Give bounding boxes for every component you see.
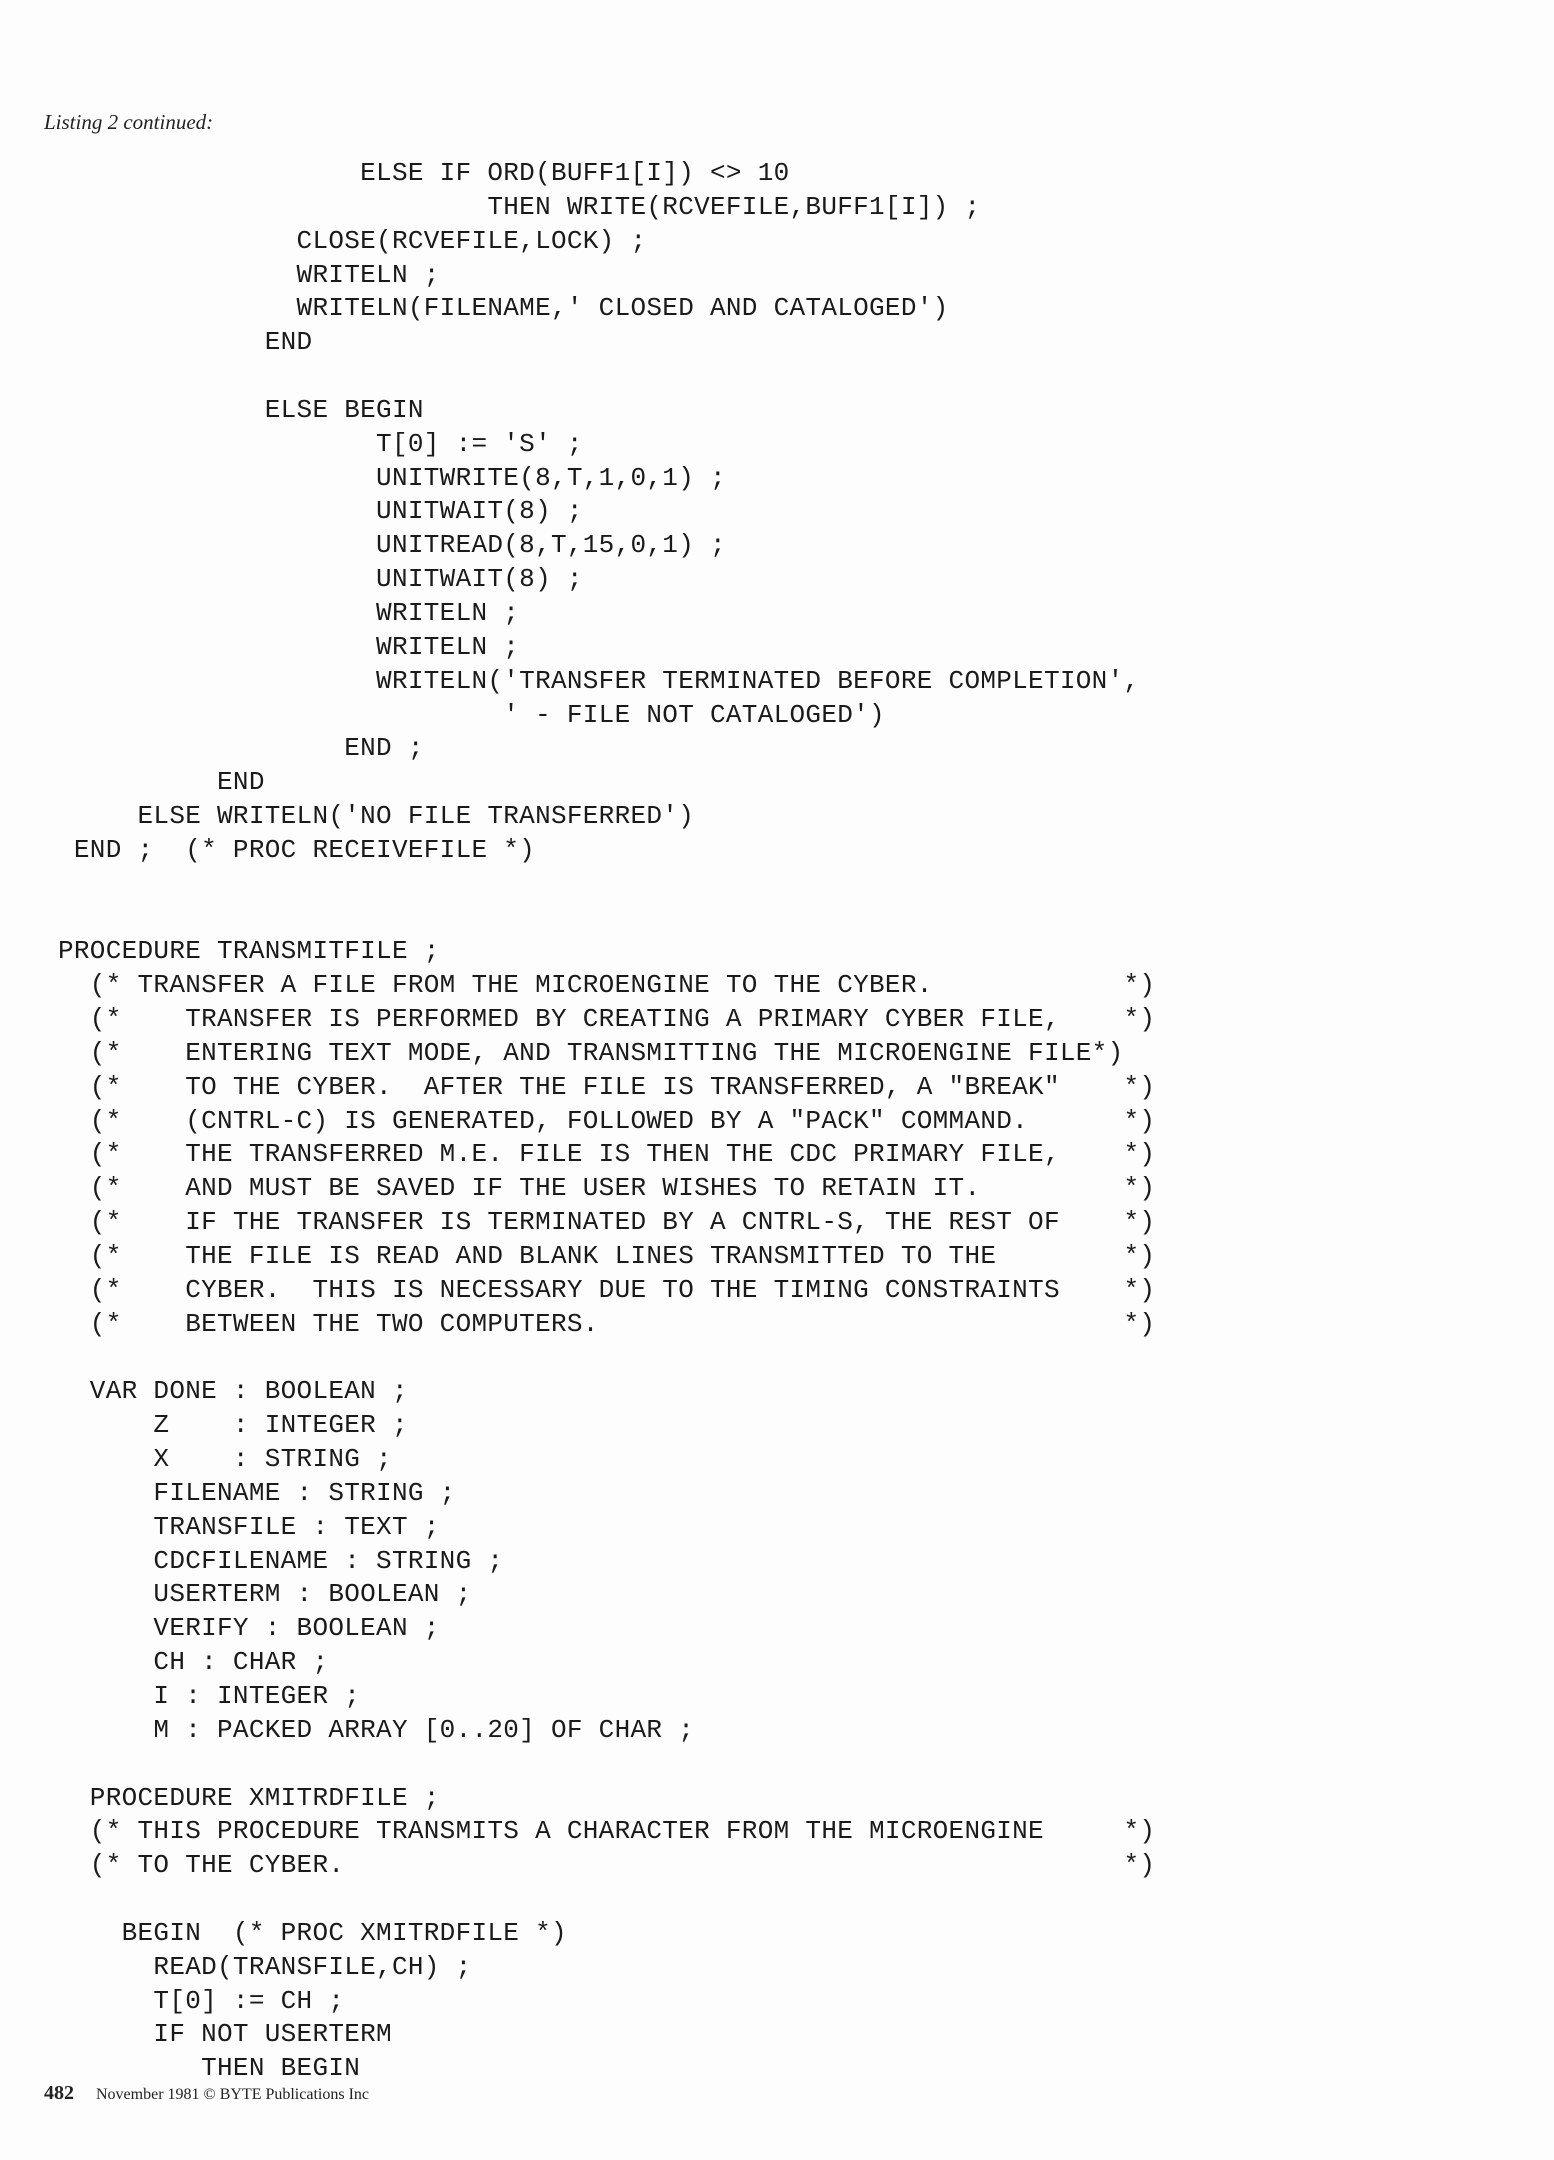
code-line: T[0] := 'S' ; bbox=[58, 428, 583, 459]
code-line: CH : CHAR ; bbox=[58, 1647, 329, 1678]
code-line: THEN WRITE(RCVEFILE,BUFF1[I]) ; bbox=[58, 191, 981, 222]
code-line: THEN BEGIN bbox=[58, 2053, 361, 2084]
code-line: (* THE FILE IS READ AND BLANK LINES TRANSMITTED TO THE *) bbox=[58, 1241, 1156, 1271]
code-line: TRANSFILE : TEXT ; bbox=[58, 1511, 440, 1542]
code-line: (* (CNTRL-C) IS GENERATED, FOLLOWED BY A "PACK" COMMAND. *) bbox=[58, 1105, 1156, 1136]
code-line: I : INTEGER ; bbox=[58, 1680, 361, 1711]
code-line bbox=[58, 902, 1518, 936]
code-line: PROCEDURE TRANSMITFILE ; bbox=[58, 936, 440, 967]
code-line: ELSE WRITELN('NO FILE TRANSFERRED') bbox=[58, 801, 695, 832]
code-line: END bbox=[58, 767, 265, 798]
code-listing bbox=[58, 157, 1518, 2086]
code-line bbox=[58, 868, 1518, 902]
code-line: (* TO THE CYBER. *) bbox=[58, 1850, 1156, 1881]
code-line: X : STRING ; bbox=[58, 1444, 392, 1475]
code-line: T[0] := CH ; bbox=[58, 1985, 345, 2016]
code-line bbox=[58, 1883, 1518, 1917]
code-line: WRITELN ; bbox=[58, 259, 440, 290]
code-line: FILENAME : STRING ; bbox=[58, 1477, 456, 1508]
code-line: END bbox=[58, 327, 313, 358]
code-line: (* TO THE CYBER. AFTER THE FILE IS TRANSFERRED, A "BREAK" *) bbox=[58, 1071, 1156, 1102]
publication-imprint: November 1981 © BYTE Publications Inc bbox=[96, 2086, 369, 2103]
code-line: UNITWRITE(8,T,1,0,1) ; bbox=[58, 462, 726, 493]
code-line: UNITWAIT(8) ; bbox=[58, 496, 583, 527]
code-line: (* ENTERING TEXT MODE, AND TRANSMITTING THE MICROENGINE FILE*) bbox=[58, 1037, 1124, 1068]
code-line: WRITELN ; bbox=[58, 631, 520, 662]
code-line bbox=[58, 360, 1518, 394]
code-line: WRITELN ; bbox=[58, 597, 520, 628]
page-number: 482 bbox=[44, 2082, 74, 2104]
code-line: (* THIS PROCEDURE TRANSMITS A CHARACTER FROM THE MICROENGINE *) bbox=[58, 1816, 1156, 1847]
code-line: UNITREAD(8,T,15,0,1) ; bbox=[58, 530, 726, 561]
code-line: CLOSE(RCVEFILE,LOCK) ; bbox=[58, 225, 647, 256]
code-line: WRITELN(FILENAME,' CLOSED AND CATALOGED') bbox=[58, 293, 949, 324]
code-line: END ; (* PROC RECEIVEFILE *) bbox=[58, 834, 536, 865]
code-line: (* IF THE TRANSFER IS TERMINATED BY A CNTRL-S, THE REST OF *) bbox=[58, 1207, 1156, 1238]
code-line: (* CYBER. THIS IS NECESSARY DUE TO THE TIMING CONSTRAINTS *) bbox=[58, 1274, 1156, 1305]
code-line bbox=[58, 1748, 1518, 1782]
code-line: (* TRANSFER A FILE FROM THE MICROENGINE TO THE CYBER. *) bbox=[58, 970, 1156, 1001]
code-line bbox=[58, 1342, 1518, 1376]
code-line: Z : INTEGER ; bbox=[58, 1410, 408, 1441]
code-line: (* THE TRANSFERRED M.E. FILE IS THEN THE CDC PRIMARY FILE, *) bbox=[58, 1139, 1156, 1170]
code-line: PROCEDURE XMITRDFILE ; bbox=[58, 1782, 440, 1813]
code-line: VAR DONE : BOOLEAN ; bbox=[58, 1376, 408, 1407]
code-line: WRITELN('TRANSFER TERMINATED BEFORE COMPLETION', bbox=[58, 665, 1140, 696]
code-line: USERTERM : BOOLEAN ; bbox=[58, 1579, 472, 1610]
code-line: CDCFILENAME : STRING ; bbox=[58, 1545, 504, 1576]
code-line: READ(TRANSFILE,CH) ; bbox=[58, 1951, 472, 1982]
code-line: BEGIN (* PROC XMITRDFILE *) bbox=[58, 1917, 567, 1948]
code-line: UNITWAIT(8) ; bbox=[58, 564, 583, 595]
code-line: ELSE BEGIN bbox=[58, 394, 424, 425]
code-line: (* BETWEEN THE TWO COMPUTERS. *) bbox=[58, 1308, 1156, 1339]
code-line: IF NOT USERTERM bbox=[58, 2019, 392, 2050]
code-line: (* TRANSFER IS PERFORMED BY CREATING A PRIMARY CYBER FILE, *) bbox=[58, 1004, 1156, 1035]
code-line: M : PACKED ARRAY [0..20] OF CHAR ; bbox=[58, 1714, 695, 1745]
code-line: VERIFY : BOOLEAN ; bbox=[58, 1613, 440, 1644]
code-line: ' - FILE NOT CATALOGED') bbox=[58, 699, 885, 730]
code-line: (* AND MUST BE SAVED IF THE USER WISHES TO RETAIN IT. *) bbox=[58, 1173, 1156, 1204]
page-footer bbox=[44, 2082, 369, 2105]
code-line: END ; bbox=[58, 733, 424, 764]
listing-caption: Listing 2 continued: bbox=[44, 110, 214, 134]
code-line: ELSE IF ORD(BUFF1[I]) <> 10 bbox=[58, 158, 790, 188]
